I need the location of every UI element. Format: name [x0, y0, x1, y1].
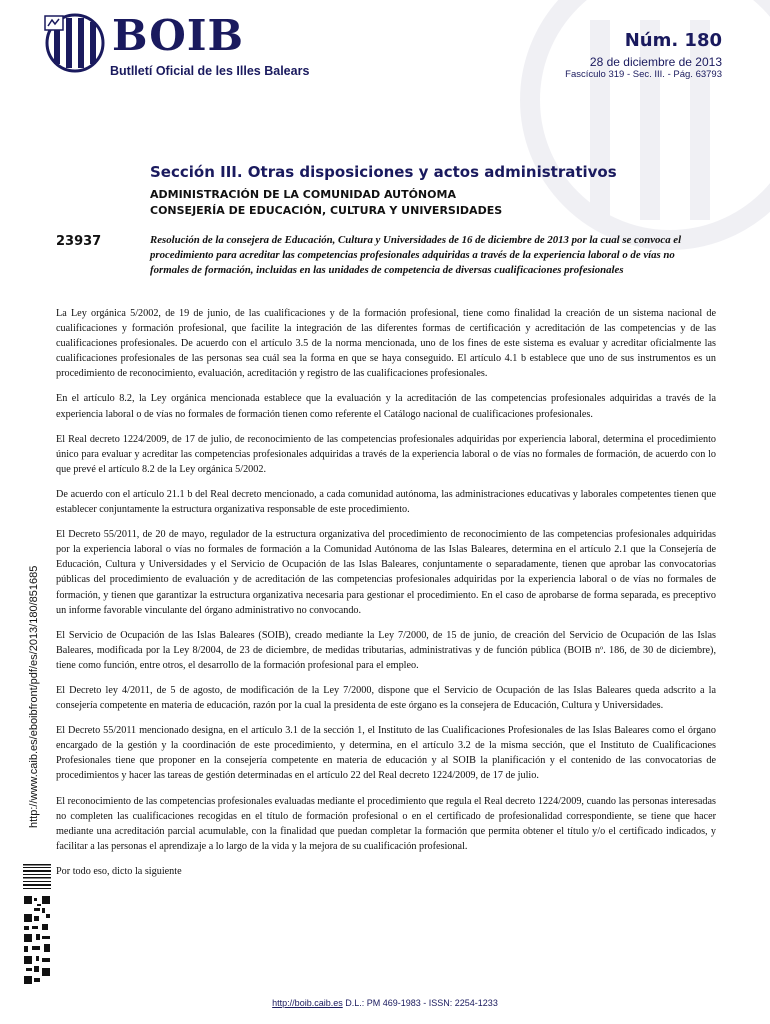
- paragraph: El Decreto 55/2011, de 20 de mayo, regulador de la estructura organizativa del procedimiento de reconocimiento de las competencias profesionales adquiridas por la experiencia laboral o vías no formales de formación a la Comunidad Autónoma de las Islas Baleares, determina en el artículo 2.1 que la Consejería de Educación, Cultura y Universidades y el Servicio de Ocupación de las Islas Baleares, conjuntamente o separadamente, tienen que aprobar las convocatorias públicas del procedimiento de evaluación y de acreditación de las competencias profesionales adquiridas por la experiencia laboral o de vías no formales de formación, y tienen que garantizar la estructura organizativa necesaria para gestionar el procedimiento. En el caso de aprobarse de forma separada, es preceptivo un informe favorable vinculante del órgano administrativo no convocando.: [56, 529, 716, 616]
- paragraph: La Ley orgánica 5/2002, de 19 de junio, de las cualificaciones y de la formación profesional, tiene como finalidad la creación de un sistema nacional de cualificaciones y formación profesional, que facilite la integración de las diferentes formas de certificación y acreditación de las competencias y de las cualificaciones profesionales. De acuerdo con el artículo 3.5 de la norma mencionada, uno de los fines de este sistema es evaluar y acreditar oficialmente las cualificaciones profesionales de las personas sea cuál sea la forma en que se haya conseguido. El artículo 4.1 b establece que uno de sus instrumentos es un procedimiento de reconocimiento, evaluación, acreditación y registro de las cualificaciones profesionales.: [56, 308, 716, 380]
- department-line: CONSEJERÍA DE EDUCACIÓN, CULTURA Y UNIVERSIDADES: [150, 204, 503, 217]
- paragraph: Por todo eso, dicto la siguiente: [56, 865, 182, 877]
- administration-line: ADMINISTRACIÓN DE LA COMUNIDAD AUTÓNOMA: [150, 188, 456, 201]
- document-body: [56, 306, 716, 889]
- paragraph: El Servicio de Ocupación de las Islas Baleares (SOIB), creado mediante la Ley 7/2000, de 15 de junio, de creación del Servicio de Ocupación de las Islas Baleares, modificada por la Ley 8/2004, de 23 de diciembre, de medidas tributarias, administrativas y de función pública (BOIB nº. 186, de 30 de diciembre), tiene como función, entre otros, el desarrollo de la formación profesional para el empleo.: [56, 629, 716, 671]
- paragraph: El Decreto ley 4/2011, de 5 de agosto, de modificación de la Ley 7/2000, dispone que el Servicio de Ocupación de las Islas Baleares queda adscrito a la consejería competente en materia de educación, razón por la cual la presidenta de este órgano es la consejera de Educación, Cultura y Universidades.: [56, 684, 716, 712]
- administration-heading: [150, 187, 502, 219]
- boib-logo: BOIB: [112, 11, 245, 60]
- paragraph: El reconocimiento de las competencias profesionales evaluadas mediante el procedimiento que regula el Real decreto 1224/2009, cuando las personas interesadas no completen las cualificaciones recogidas en el título de formación profesional o en el certificado de profesionalidad correspondiente, se tiene que hacer mediante una acreditación parcial acumulable, con la finalidad que puedan completar la formación que permita obtener el título y/o el certificado indicados, y facilitar a las personas el aprendizaje a lo largo de la vida y la mejora de su cualificación profesional.: [56, 795, 716, 852]
- bulletin-subtitle: Butlletí Oficial de les Illes Balears: [110, 64, 310, 78]
- page-footer: [0, 998, 770, 1008]
- boib-link[interactable]: http://boib.caib.es: [272, 998, 343, 1008]
- issue-number: Núm. 180: [624, 30, 722, 51]
- document-url[interactable]: http://www.caib.es/eboibfront/pdf/es/2013/180/851685: [28, 565, 40, 828]
- balearic-emblem-icon: [40, 12, 110, 74]
- section-title: Sección III. Otras disposiciones y actos administrativos: [150, 163, 617, 181]
- legal-deposit: D.L.: PM 469-1983 - ISSN: 2254-1233: [345, 998, 498, 1008]
- qr-code-icon: [22, 862, 52, 988]
- paragraph: De acuerdo con el artículo 21.1 b del Real decreto mencionado, a cada comunidad autónoma, las administraciones educativas y laborales competentes tienen que establecer conjuntamente la estructura organizativa responsable de este procedimiento.: [56, 488, 716, 516]
- paragraph: En el artículo 8.2, la Ley orgánica mencionada establece que la evaluación y la acreditación de las competencias profesionales adquiridas a través de la experiencia laboral o de vías no formales de formación tienen como referente el Catálogo nacional de cualificaciones profesionales.: [56, 393, 716, 420]
- fascicle-info: Fascículo 319 - Sec. III. - Pág. 63793: [565, 69, 722, 80]
- issue-date: 28 de diciembre de 2013: [589, 55, 722, 69]
- paragraph: El Real decreto 1224/2009, de 17 de julio, de reconocimiento de las competencias profesionales adquiridas por experiencia laboral, determina el procedimiento único para evaluar y acreditar las competencias profesionales adquiridas a través de la experiencia laboral o de vías no formales de formación, de acuerdo con lo que prevé el artículo 8.2 de la Ley orgánica 5/2002.: [56, 433, 716, 475]
- document-number: 23937: [56, 234, 102, 249]
- resolution-title: Resolución de la consejera de Educación, Cultura y Universidades de 16 de diciembre de 2013 por la cual se convoca el procedimiento para acreditar las competencias profesionales adquiridas a través de la experiencia laboral o de vías no formales de formación, incluidas en las unidades de competencia de diversas cualificaciones profesionales: [150, 234, 682, 276]
- paragraph: El Decreto 55/2011 mencionado designa, en el artículo 3.1 de la sección 1, el Instituto de las Cualificaciones Profesionales de las Islas Baleares como el órgano encargado de la gestión y la coordinación de este procedimiento, y determina, en el artículo 3.2 de la misma sección, que el Instituto de Cualificaciones Profesionales tiene que proponer en la consejería competente en materia de educación y al SOIB la planificación y el contenido de las convocatorias de procedimientos y hacer las tareas de gestión determinadas en el artículo 22 del Real decreto 1224/2009, de 17 de julio.: [56, 725, 716, 782]
